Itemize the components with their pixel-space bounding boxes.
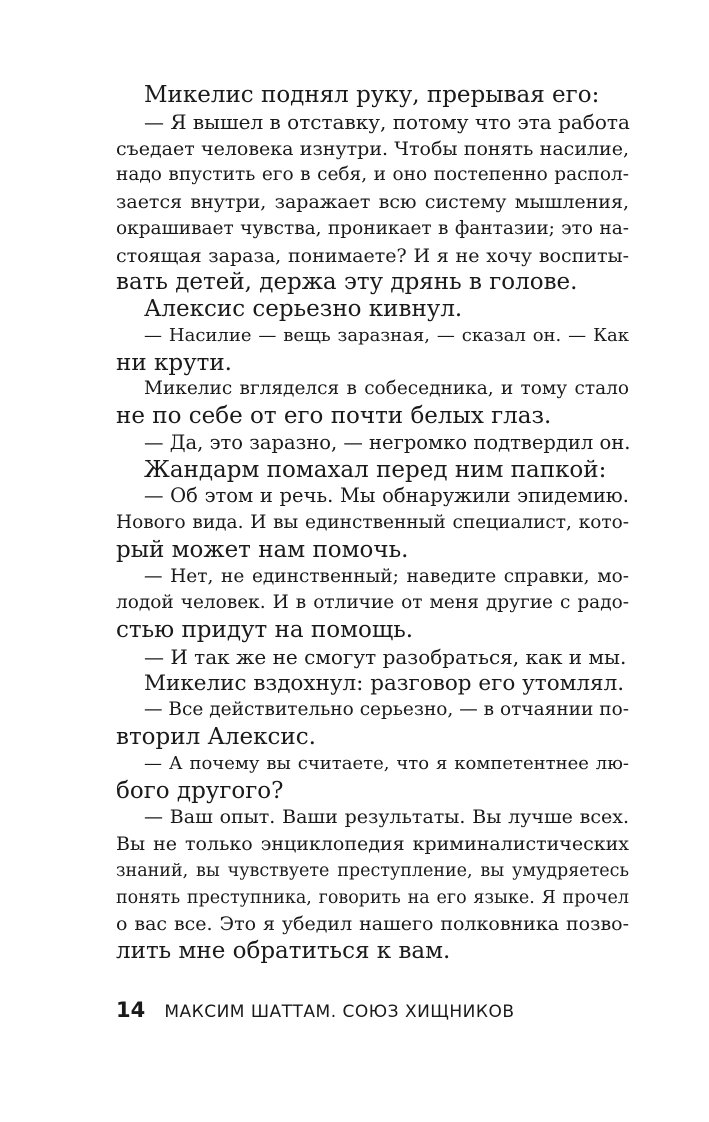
text-line: знаний, вы чувствуете преступление, вы умудряетесь (116, 860, 629, 881)
text-line: Микелис вгляделся в собеседника, и тому стало (144, 378, 629, 400)
text-line: — Я вышел в отставку, потому что эта работа (144, 109, 630, 134)
text-line: рый может нам помочь. (116, 536, 409, 563)
text-line: стоящая зараза, понимаете? И я не хочу воспиты- (116, 244, 629, 267)
text-line: лить мне обратиться к вам. (116, 938, 451, 964)
text-line: — Насилие — вещь заразная, — сказал он. — Как (144, 324, 629, 346)
text-line: не по себе от его почти белых глаз. (116, 403, 552, 429)
text-line: Вы не только энциклопедия криминалистических (116, 833, 629, 855)
text-line: стью придут на помощь. (116, 617, 414, 643)
text-line: надо впустить его в себя, и оно постепенно распол- (116, 164, 629, 186)
text-line: бого другого? (116, 777, 284, 804)
text-line: Микелис поднял руку, прерывая его: (144, 82, 600, 108)
page-footer (116, 998, 515, 1022)
text-line: вать детей, держа эту дрянь в голове. (116, 269, 578, 296)
body-text (116, 82, 629, 965)
text-line: окрашивает чувства, проникает в фантазии; это на- (116, 217, 629, 239)
text-line: лодой человек. И в отличие от меня другие с радо- (116, 592, 629, 614)
text-line: — Нет, не единственный; наведите справки, мо- (144, 565, 629, 587)
text-line: Нового вида. И вы единственный специалист, кото- (116, 512, 629, 533)
text-line: — А почему вы считаете, что я компетентнее лю- (144, 752, 629, 774)
text-line: Жандарм помахал перед ним папкой: (144, 456, 607, 483)
text-line: — Ваш опыт. Ваши результаты. Вы лучше всех. (144, 806, 629, 829)
text-line: Алексис серьезно кивнул. (144, 296, 463, 322)
text-line: съедает человека изнутри. Чтобы понять насилие, (116, 137, 629, 160)
page-number: 14 (116, 998, 146, 1022)
running-head: МАКСИМ ШАТТАМ. СОЮЗ ХИЩНИКОВ (164, 1002, 515, 1022)
text-line: зается внутри, заражает всю систему мышления, (116, 191, 629, 213)
text-line: о вас все. Это я убедил нашего полковника позво- (116, 913, 629, 936)
text-line: понять преступника, говорить на его языке. Я прочел (116, 887, 629, 908)
text-line: вторил Алексис. (116, 724, 316, 750)
text-line: — И так же не смогут разобраться, как и мы. (144, 644, 627, 669)
text-line: — Об этом и речь. Мы обнаружили эпидемию. (144, 484, 629, 508)
text-line: — Да, это заразно, — негромко подтвердил он. (144, 430, 631, 454)
text-line: — Все действительно серьезно, — в отчаянии по- (144, 699, 629, 721)
text-line: Микелис вздохнул: разговор его утомлял. (144, 670, 625, 696)
text-line: ни крути. (116, 349, 232, 376)
